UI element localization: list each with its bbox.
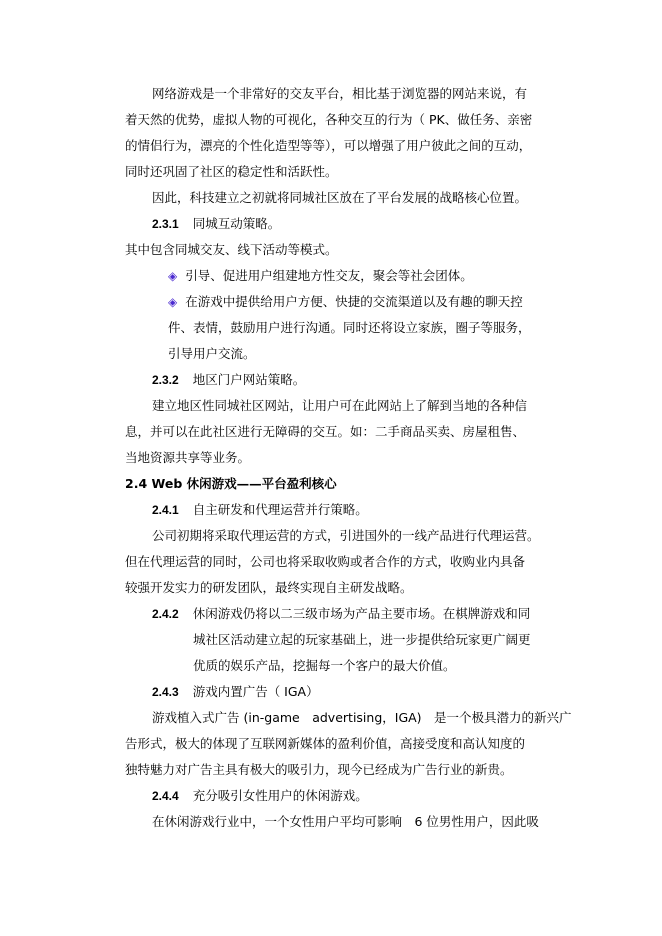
- paragraph-line: 较强开发实力的研发团队，最终实现自主研发战略。: [125, 580, 413, 595]
- bullet-item: [168, 268, 473, 284]
- paragraph-line: 其中包含同城交友、线下活动等模式。: [125, 242, 338, 257]
- section-title: 充分吸引女性用户的休闲游戏。: [192, 788, 368, 803]
- paragraph-line: 当地资源共享等业务。: [125, 450, 251, 465]
- paragraph-line: 公司初期将采取代理运营的方式，引进国外的一线产品进行代理运营。: [152, 528, 540, 543]
- paragraph-line: 的情侣行为，漂亮的个性化造型等等），可以增强了用户彼此之间的互动，: [125, 138, 532, 153]
- section-number: 2.4.2: [152, 607, 179, 621]
- paragraph-line: 同时还巩固了社区的稳定性和活跃性。: [125, 164, 338, 179]
- section-text-continuation: 优质的娱乐产品，挖掘每一个客户的最大价值。: [193, 658, 456, 673]
- paragraph-line: 在休闲游戏行业中，一个女性用户平均可影响 6 位男性用户，因此吸: [152, 814, 539, 829]
- diamond-bullet-icon: ◈: [168, 269, 178, 283]
- section-number: 2.4.3: [152, 685, 179, 699]
- section-heading-2-4-3: [152, 684, 319, 700]
- section-number: 2.3.2: [152, 373, 179, 387]
- section-number: 2.3.1: [152, 217, 179, 231]
- section-heading-2-4: 2.4 Web 休闲游戏——平台盈利核心: [125, 476, 337, 491]
- section-heading-2-4-4: [152, 788, 368, 804]
- section-heading-2-4-1: [152, 502, 368, 518]
- bullet-text-continuation: 引导用户交流。: [168, 346, 256, 361]
- paragraph-line: 告形式，极大的体现了互联网新媒体的盈利价值，高接受度和高认知度的: [125, 736, 526, 751]
- paragraph-line: 游戏植入式广告 (in-game advertising，IGA) 是一个极具潜力的新兴广: [152, 710, 572, 725]
- section-text: 休闲游戏仍将以二三级市场为产品主要市场。在棋牌游戏和同: [192, 606, 531, 621]
- bullet-text-continuation: 件、表情，鼓励用户进行沟通。同时还将设立家族，圈子等服务，: [168, 320, 531, 335]
- bullet-text: 在游戏中提供给用户方便、快捷的交流渠道以及有趣的聊天控: [185, 294, 523, 309]
- section-title: 游戏内置广告（ IGA）: [192, 684, 319, 699]
- section-heading-2-3-2: [152, 372, 305, 388]
- section-text-continuation: 城社区活动建立起的玩家基础上，进一步提供给玩家更广阔更: [193, 632, 531, 647]
- paragraph-line: 因此，科技建立之初就将同城社区放在了平台发展的战略核心位置。: [152, 190, 528, 205]
- paragraph-line: 息，并可以在此社区进行无障碍的交互。如：二手商品买卖、房屋租售、: [125, 424, 526, 439]
- section-heading-2-3-1: [152, 216, 280, 232]
- section-title: 自主研发和代理运营并行策略。: [192, 502, 368, 517]
- paragraph-line: 网络游戏是一个非常好的交友平台，相比基于浏览器的网站来说，有: [152, 86, 528, 101]
- section-title: 地区门户网站策略。: [192, 372, 306, 387]
- section-number: 2.4.1: [152, 503, 179, 517]
- paragraph-line: 但在代理运营的同时，公司也将采取收购或者合作的方式，收购业内具备: [125, 554, 526, 569]
- section-number: 2.4.4: [152, 789, 179, 803]
- section-heading-2-4-2: [152, 606, 530, 622]
- diamond-bullet-icon: ◈: [168, 295, 178, 309]
- paragraph-line: 建立地区性同城社区网站，让用户可在此网站上了解到当地的各种信: [152, 398, 528, 413]
- paragraph-line: 独特魅力对广告主具有极大的吸引力，现今已经成为广告行业的新贵。: [125, 762, 513, 777]
- bullet-text: 引导、促进用户组建地方性交友，聚会等社会团体。: [185, 268, 473, 283]
- section-title: 同城互动策略。: [192, 216, 281, 231]
- paragraph-line: 着天然的优势，虚拟人物的可视化，各种交互的行为（ PK、做任务、亲密: [125, 112, 533, 127]
- bullet-item: [168, 294, 523, 310]
